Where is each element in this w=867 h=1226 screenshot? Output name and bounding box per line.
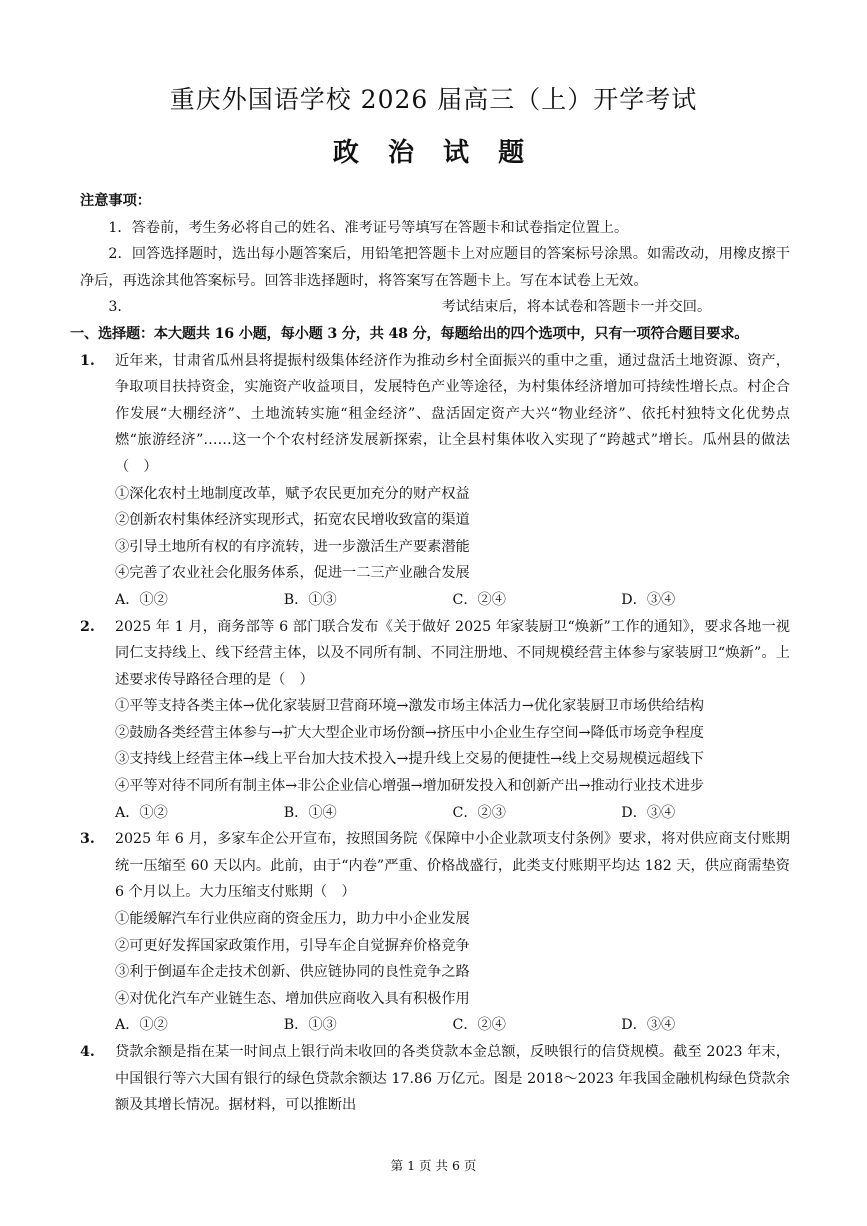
statement-item: ②创新农村集体经济实现形式，拓宽农民增收致富的渠道 <box>115 512 470 529</box>
notice-item-3-number: 3． <box>108 299 132 316</box>
question-1 <box>80 348 790 614</box>
notice-item-1: 1．答卷前，考生务必将自己的姓名、准考证号等填写在答题卡和试卷指定位置上。 <box>108 219 629 236</box>
option-c: C．②④ <box>452 1017 506 1034</box>
notice-item-2: 2．回答选择题时，选出每小题答案后，用铅笔把答题卡上对应题目的答案标号涂黑。如需改动，用橡皮擦干净后，再选涂其他答案标号。回答非选择题时，将答案写在答题卡上。写在本试卷上无效。 <box>80 246 790 289</box>
option-b: B．①③ <box>283 1017 337 1034</box>
option-c: C．②④ <box>452 591 506 608</box>
question-number: 1. <box>80 352 95 369</box>
option-d: D．③④ <box>621 1017 676 1034</box>
statement-item: ④对优化汽车产业链生态、增加供应商收入具有积极作用 <box>115 990 470 1007</box>
question-stem: 贷款余额是指在某一时间点上银行尚未收回的各类贷款本金总额，反映银行的信贷规模。截至 2023 年末，中国银行等六大国有银行的绿色贷款余额达 17.86 万亿元。图是 2018～2023 年我国金融机构绿色贷款余额及其增长情况。据材料，可以推断出 <box>115 1044 790 1114</box>
question-4 <box>80 1039 790 1119</box>
exam-subject-title: 政 治 试 题 <box>332 138 535 168</box>
exam-content <box>70 188 790 1119</box>
option-d: D．③④ <box>621 804 676 821</box>
option-a: A．①② <box>115 804 168 821</box>
question-stem: 2025 年 6 月，多家车企公开宣布，按照国务院《保障中小企业款项支付条例》要求，将对供应商支付账期统一压缩至 60 天以内。此前，由于“内卷”严重、价格战盛行，此类支付账期平均达 182 天，供应商需垫资 6 个月以上。大力压缩支付账期（ ） <box>115 831 790 901</box>
question-stem: 近年来，甘肃省瓜州县将提振村级集体经济作为推动乡村全面振兴的重中之重，通过盘活土地资源、资产，争取项目扶持资金，实施资产收益项目，发展特色产业等途径，为村集体经济增加可持续性增长点。村企合作发展“大棚经济”、土地流转实施“租金经济”、盘活固定资产大兴“物业经济”、依托村独特文化优势点燃“旅游经济”……这一个个农村经济发展新探索，让全县村集体收入实现了“跨越式”增长。瓜州县的做法（ ） <box>115 352 790 475</box>
notice-heading: 注意事项： <box>80 193 151 209</box>
statement-item: ③引导土地所有权的有序流转，进一步激活生产要素潜能 <box>115 538 470 555</box>
statement-item: ④完善了农业社会化服务体系，促进一二三产业融合发展 <box>115 565 470 582</box>
option-a: A．①② <box>115 1017 168 1034</box>
section-heading-choice: 一、选择题：本大题共 16 小题，每小题 3 分，共 48 分，每题给出的四个选项中，只有一项符合题目要求。 <box>70 325 749 342</box>
statement-item: ③利于倒逼车企走技术创新、供应链协同的良性竞争之路 <box>115 964 470 981</box>
statement-item: ④平等对待不同所有制主体→非公企业信心增强→增加研发投入和创新产出→推动行业技术进步 <box>115 778 704 795</box>
option-c: C．②③ <box>452 804 506 821</box>
option-a: A．①② <box>115 591 168 608</box>
exam-title: 重庆外国语学校 2026 届高三（上）开学考试 <box>169 85 698 114</box>
statement-item: ①深化农村土地制度改革，赋予农民更加充分的财产权益 <box>115 485 470 502</box>
answer-options <box>115 1012 790 1039</box>
notice-item-3-text: 考试结束后，将本试卷和答题卡一并交回。 <box>441 299 712 316</box>
notice-item-3 <box>80 294 790 321</box>
question-2 <box>80 614 790 827</box>
option-b: B．①③ <box>283 591 337 608</box>
statement-item: ②可更好发挥国家政策作用，引导车企自觉摒弃价格竞争 <box>115 937 470 954</box>
answer-options <box>115 800 790 827</box>
question-3 <box>80 826 790 1039</box>
statement-item: ①平等支持各类主体→优化家装厨卫营商环境→激发市场主体活力→优化家装厨卫市场供给结构 <box>115 698 704 715</box>
question-number: 3. <box>80 831 95 848</box>
question-number: 4. <box>80 1044 95 1060</box>
option-d: D．③④ <box>621 591 676 608</box>
statement-item: ①能缓解汽车行业供应商的资金压力，助力中小企业发展 <box>115 911 470 928</box>
statement-item: ③支持线上经营主体→线上平台加大技术投入→提升线上交易的便捷性→线上交易规模远超线下 <box>115 751 704 768</box>
statement-item: ②鼓励各类经营主体参与→扩大大型企业市场份额→挤压中小企业生存空间→降低市场竞争程度 <box>115 724 704 741</box>
question-stem: 2025 年 1 月，商务部等 6 部门联合发布《关于做好 2025 年家装厨卫“焕新”工作的通知》，要求各地一视同仁支持线上、线下经营主体，以及不同所有制、不同注册地、不同规模经营主体参与家装厨卫“焕新”。上述要求传导路径合理的是（ ） <box>115 618 790 688</box>
page-footer: 第 1 页 共 6 页 <box>390 1158 477 1173</box>
option-b: B．①④ <box>283 804 337 821</box>
question-number: 2. <box>80 618 95 635</box>
answer-options <box>115 587 790 614</box>
